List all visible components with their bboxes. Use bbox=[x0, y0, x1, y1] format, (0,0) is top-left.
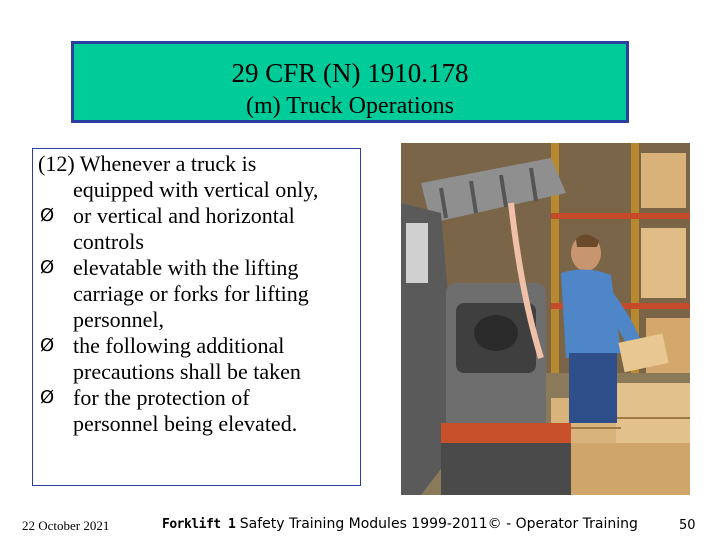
bullet-2-line-2: carriage or forks for lifting bbox=[73, 281, 309, 306]
content-text-box bbox=[32, 148, 361, 486]
arrow-bullet-icon: Ø bbox=[40, 205, 55, 226]
bullet-item-3 bbox=[38, 333, 356, 359]
page-number: 50 bbox=[679, 518, 696, 533]
content-text bbox=[38, 151, 356, 437]
intro-line-2: equipped with vertical only, bbox=[73, 177, 319, 202]
footer-copyright bbox=[162, 516, 638, 532]
bullet-item-2 bbox=[38, 255, 356, 281]
slide-subtitle: (m) Truck Operations bbox=[246, 93, 454, 119]
forklift-operator-photo bbox=[401, 143, 690, 495]
bullet-3-line-2: precautions shall be taken bbox=[73, 359, 301, 384]
slide-title-box bbox=[71, 41, 629, 123]
bullet-1-line-2: controls bbox=[73, 229, 144, 254]
bullet-4-line-1: for the protection of bbox=[73, 385, 250, 410]
bullet-4-line-2: personnel being elevated. bbox=[73, 411, 298, 436]
footer-date: 22 October 2021 bbox=[22, 518, 110, 533]
footer-copyright-text: Safety Training Modules 1999-2011© - Operator Training bbox=[235, 516, 638, 532]
bullet-item-1 bbox=[38, 203, 356, 229]
arrow-bullet-icon: Ø bbox=[40, 387, 55, 408]
arrow-bullet-icon: Ø bbox=[40, 257, 55, 278]
bullet-2-line-3: personnel, bbox=[73, 307, 165, 332]
slide-title: 29 CFR (N) 1910.178 bbox=[231, 58, 469, 88]
footer-brand: Forklift 1 bbox=[162, 517, 236, 532]
arrow-bullet-icon: Ø bbox=[40, 335, 55, 356]
bullet-item-4 bbox=[38, 385, 356, 411]
intro-line-1: (12) Whenever a truck is bbox=[38, 151, 257, 176]
bullet-3-line-1: the following additional bbox=[73, 333, 285, 358]
bullet-1-line-1: or vertical and horizontal bbox=[73, 203, 295, 228]
bullet-2-line-1: elevatable with the lifting bbox=[73, 255, 299, 280]
